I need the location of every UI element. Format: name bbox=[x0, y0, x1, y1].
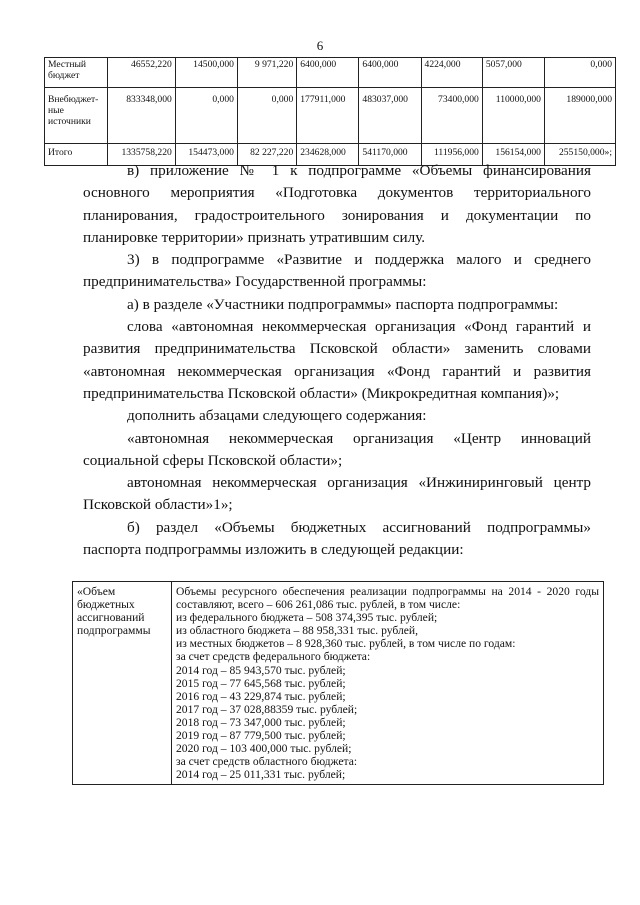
table-cell: 154473,000 bbox=[175, 144, 237, 166]
table-cell: 189000,000 bbox=[544, 88, 615, 144]
table-cell: 6400,000 bbox=[297, 58, 359, 88]
table-cell: 4224,000 bbox=[421, 58, 482, 88]
paragraph: а) в разделе «Участники подпрограммы» паспорта подпрограммы: bbox=[127, 295, 559, 313]
content-line: из местных бюджетов – 8 928,360 тыс. рублей, в том числе по годам: bbox=[176, 637, 516, 651]
table-row bbox=[45, 58, 616, 88]
row-label: Внебюджет-ные источники bbox=[45, 88, 108, 144]
table-cell: 1335758,220 bbox=[108, 144, 176, 166]
table-cell: 177911,000 bbox=[297, 88, 359, 144]
passport-section-title: «Объем бюджетных ассигнований подпрограммы bbox=[73, 582, 172, 785]
table-cell: 255150,000»; bbox=[544, 144, 615, 166]
paragraph: 3) в подпрограмме «Развитие и поддержка малого и среднего предпринимательства» Государственной программы: bbox=[83, 251, 591, 291]
content-line: 2020 год – 103 400,000 тыс. рублей; bbox=[176, 742, 352, 756]
table-cell: 541170,000 bbox=[359, 144, 421, 166]
paragraph: б) раздел «Объемы бюджетных ассигнований подпрограммы» паспорта подпрограммы изложить в следующей редакции: bbox=[83, 518, 591, 559]
content-line: из областного бюджета – 88 958,331 тыс. рублей, bbox=[176, 624, 419, 638]
content-line: за счет средств федерального бюджета: bbox=[176, 650, 371, 664]
content-line: из федерального бюджета – 508 374,395 тыс. рублей; bbox=[176, 611, 438, 625]
table-cell: 483037,000 bbox=[359, 88, 421, 144]
table-row bbox=[73, 582, 604, 785]
table-cell: 73400,000 bbox=[421, 88, 482, 144]
table-cell: 0,000 bbox=[237, 88, 296, 144]
table-cell: 110000,000 bbox=[482, 88, 544, 144]
passport-table bbox=[72, 581, 604, 785]
financing-table bbox=[44, 57, 616, 166]
table-cell: 14500,000 bbox=[175, 58, 237, 88]
table-cell: 0,000 bbox=[175, 88, 237, 144]
content-line: 2014 год – 85 943,570 тыс. рублей; bbox=[176, 663, 346, 677]
paragraph: в) приложение № 1 к подпрограмме «Объемы финансирования основного мероприятия «Подготовка документов территориального планирования, градостроительного зонирования и документации по планировке территории» признать утратившим силу. bbox=[83, 162, 591, 246]
table-cell: 5057,000 bbox=[482, 58, 544, 88]
paragraph: автономная некоммерческая организация «Инжиниринговый центр Псковской области»1»; bbox=[83, 474, 591, 514]
paragraph: слова «автономная некоммерческая организация «Фонд гарантий и развития предпринимательства Псковской области» заменить словами «автономная некоммерческая организация «Фонд гарантий и развития предпринимательства Псковской области» (Микрокредитная компания)»; bbox=[83, 318, 591, 402]
table-cell: 833348,000 bbox=[108, 88, 176, 144]
table-cell: 234628,000 bbox=[297, 144, 359, 166]
content-line: 2019 год – 87 779,500 тыс. рублей; bbox=[176, 729, 346, 743]
content-line: 2014 год – 25 011,331 тыс. рублей; bbox=[176, 768, 346, 782]
table-row bbox=[45, 88, 616, 144]
paragraph: дополнить абзацами следующего содержания: bbox=[127, 407, 427, 425]
table-cell: 111956,000 bbox=[421, 144, 482, 166]
content-line: 2016 год – 43 229,874 тыс. рублей; bbox=[176, 689, 346, 703]
table-cell: 82 227,220 bbox=[237, 144, 296, 166]
content-line: за счет средств областного бюджета: bbox=[176, 755, 358, 769]
body-text bbox=[83, 160, 591, 561]
row-label: Местный бюджет bbox=[45, 58, 108, 88]
table-cell: 0,000 bbox=[544, 58, 615, 88]
content-line: 2015 год – 77 645,568 тыс. рублей; bbox=[176, 676, 346, 690]
table-cell: 6400,000 bbox=[359, 58, 421, 88]
table-cell: 156154,000 bbox=[482, 144, 544, 166]
row-label: Итого bbox=[45, 144, 108, 166]
content-line: Объемы ресурсного обеспечения реализации подпрограммы на 2014 - 2020 годы составляют, всего – 606 261,086 тыс. рублей, в том числе: bbox=[176, 585, 599, 612]
passport-section-content bbox=[172, 582, 604, 785]
table-cell: 46552,220 bbox=[108, 58, 176, 88]
paragraph: «автономная некоммерческая организация «Центр инноваций социальной сферы Псковской области»; bbox=[83, 429, 591, 469]
table-cell: 9 971,220 bbox=[237, 58, 296, 88]
page-number: 6 bbox=[316, 38, 324, 53]
content-line: 2017 год – 37 028,88359 тыс. рублей; bbox=[176, 702, 358, 716]
content-line: 2018 год – 73 347,000 тыс. рублей; bbox=[176, 715, 346, 729]
